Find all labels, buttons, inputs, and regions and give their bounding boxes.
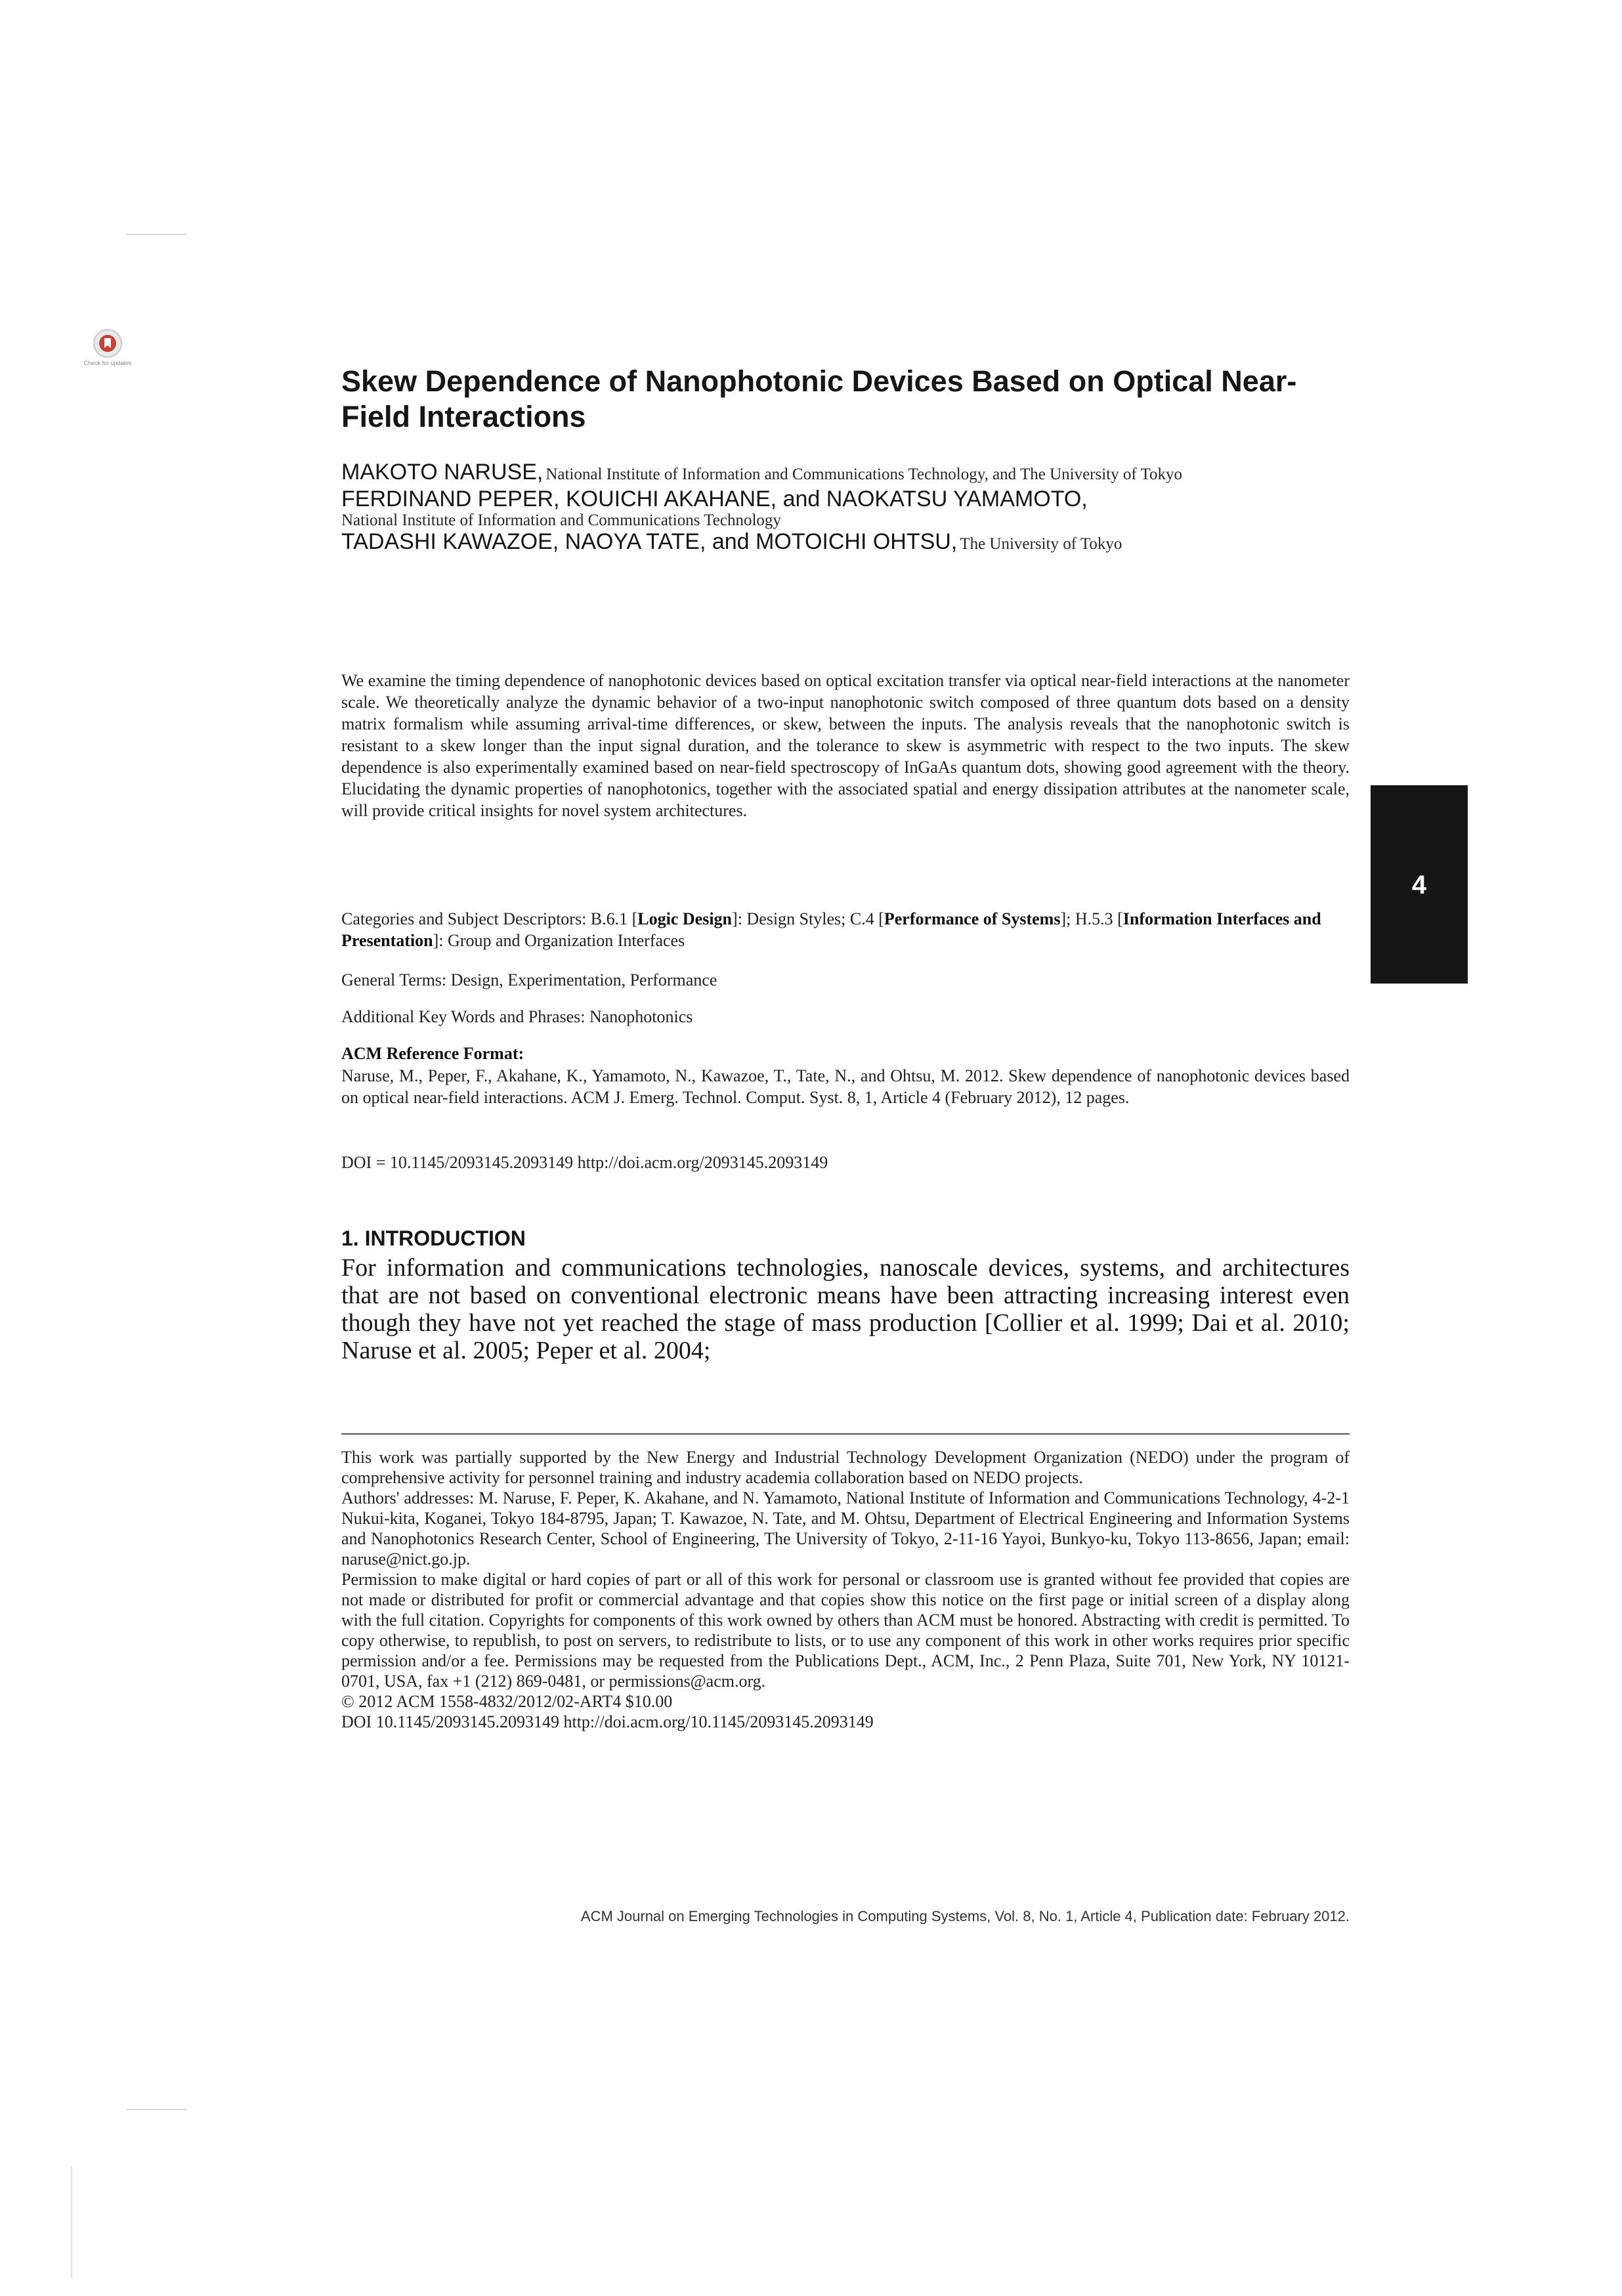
footnotes: [341, 1447, 1350, 1732]
copyright-line: © 2012 ACM 1558-4832/2012/02-ART4 $10.00: [341, 1692, 673, 1711]
keywords: Additional Key Words and Phrases: Nanophotonics: [341, 1007, 693, 1026]
author-affiliation: National Institute of Information and Communications Technology, and The University of Tokyo: [545, 466, 1183, 483]
author-affiliation: The University of Tokyo: [960, 535, 1122, 553]
funding-note: This work was partially supported by the New Energy and Industrial Technology Development Organization (NEDO) under the program of comprehensive activity for personnel training and industry academia collaboration based on NEDO projects.: [341, 1448, 1350, 1487]
category-interfaces: Information Interfaces and Presentation: [341, 909, 1321, 950]
reference-doi[interactable]: DOI = 10.1145/2093145.2093149 http://doi.acm.org/2093145.2093149: [341, 1153, 828, 1172]
permission-notice: Permission to make digital or hard copies of part or all of this work for personal or classroom use is granted without fee provided that copies are not made or distributed for profit or commercial advantage and that copies show this notice on the first page or initial screen of a display along with the full citation. Copyrights for components of this work owned by others than ACM must be honored. Abstracting with credit is permitted. To copy otherwise, to republish, to post on servers, to redistribute to lists, or to use any component of this work in other works requires prior specific permission and/or a fee. Permissions may be requested from the Publications Dept., ACM, Inc., 2 Penn Plaza, Suite 701, New York, NY 10121-0701, USA, fax +1 (212) 869-0481, or permissions@acm.org.: [341, 1570, 1350, 1691]
scan-mark-left: [71, 2167, 72, 2278]
journal-footer: ACM Journal on Emerging Technologies in Computing Systems, Vol. 8, No. 1, Article 4, Publication date: February 2012.: [580, 1908, 1350, 1924]
general-terms: General Terms: Design, Experimentation, Performance: [341, 970, 717, 989]
author-addresses: Authors' addresses: M. Naruse, F. Peper, K. Akahane, and N. Yamamoto, National Institute of Information and Communications Technology, 4-2-1 Nukui-kita, Koganei, Tokyo 184-8795, Japan; T. Kawazoe, N. Tate, and M. Ohtsu, Department of Electrical Engineering and Information Systems and Nanophotonics Research Center, School of Engineering, The University of Tokyo, 2-11-16 Yayoi, Bunkyo-ku, Tokyo 113-8656, Japan; email: naruse@nict.go.jp.: [341, 1488, 1350, 1569]
check-for-updates-label: Check for updates: [83, 360, 132, 366]
category-performance: Performance of Systems: [884, 909, 1061, 928]
footnote-doi[interactable]: DOI 10.1145/2093145.2093149 http://doi.acm.org/10.1145/2093145.2093149: [341, 1712, 874, 1731]
check-for-updates-badge[interactable]: [77, 328, 138, 367]
author-group-1: [341, 461, 1339, 488]
author-names: TADASHI KAWAZOE, NAOYA TATE, and MOTOICHI OHTSU,: [341, 529, 958, 554]
categories-text: ]: Design Styles; C.4 [: [732, 909, 884, 928]
paper-title: Skew Dependence of Nanophotonic Devices Based on Optical Near-Field Interactions: [341, 364, 1297, 433]
author-names: MAKOTO NARUSE,: [341, 460, 544, 485]
categories-text: Categories and Subject Descriptors: B.6.1 [: [341, 909, 638, 928]
author-group-2: [341, 488, 1339, 531]
categories-text: ]; H.5.3 [: [1060, 909, 1123, 928]
reference-heading: ACM Reference Format:: [341, 1044, 524, 1063]
scan-mark-top: [126, 234, 186, 235]
categories: [341, 908, 1350, 951]
author-names: FERDINAND PEPER, KOUICHI AKAHANE, and NAOKATSU YAMAMOTO,: [341, 487, 1088, 511]
reference-text: Naruse, M., Peper, F., Akahane, K., Yamamoto, N., Kawazoe, T., Tate, N., and Ohtsu, M. 2012. Skew dependence of nanophotonic devices based on optical near-field interactions. ACM J. Emerg. Technol. Comput. Syst. 8, 1, Article 4 (February 2012), 12 pages.: [341, 1066, 1350, 1107]
categories-text: ]: Group and Organization Interfaces: [433, 931, 685, 950]
category-logic-design: Logic Design: [637, 909, 733, 928]
author-block: [341, 461, 1339, 557]
author-group-3: [341, 531, 1339, 557]
scan-mark-bottom: [126, 2109, 186, 2110]
introduction-text: For information and communications technologies, nanoscale devices, systems, and architectures that are not based on conventional electronic means have been attracting increasing interest even though they have not yet reached the stage of mass production [Collier et al. 1999; Dai et al. 2010; Naruse et al. 2005; Peper et al. 2004;: [341, 1254, 1350, 1364]
article-number: 4: [1411, 871, 1427, 899]
article-number-tab: [1371, 785, 1468, 984]
footnote-rule: [341, 1433, 1350, 1435]
check-for-updates-icon: [93, 328, 123, 358]
reference-format-heading: [341, 1043, 1350, 1064]
section-heading-introduction: 1. INTRODUCTION: [341, 1226, 526, 1250]
author-affiliation: National Institute of Information and Communications Technology: [341, 511, 781, 529]
abstract: We examine the timing dependence of nanophotonic devices based on optical excitation transfer via optical near-field interactions at the nanometer scale. We theoretically analyze the dynamic behavior of a two-input nanophotonic switch composed of three quantum dots based on a density matrix formalism while assuming arrival-time differences, or skew, between the inputs. The analysis reveals that the nanophotonic switch is resistant to a skew longer than the input signal duration, and the tolerance to skew is asymmetric with respect to the two inputs. The skew dependence is also experimentally examined based on near-field spectroscopy of InGaAs quantum dots, showing good agreement with the theory. Elucidating the dynamic properties of nanophotonics, together with the associated spatial and energy dissipation attributes at the nanometer scale, will provide critical insights for novel system architectures.: [341, 671, 1350, 820]
